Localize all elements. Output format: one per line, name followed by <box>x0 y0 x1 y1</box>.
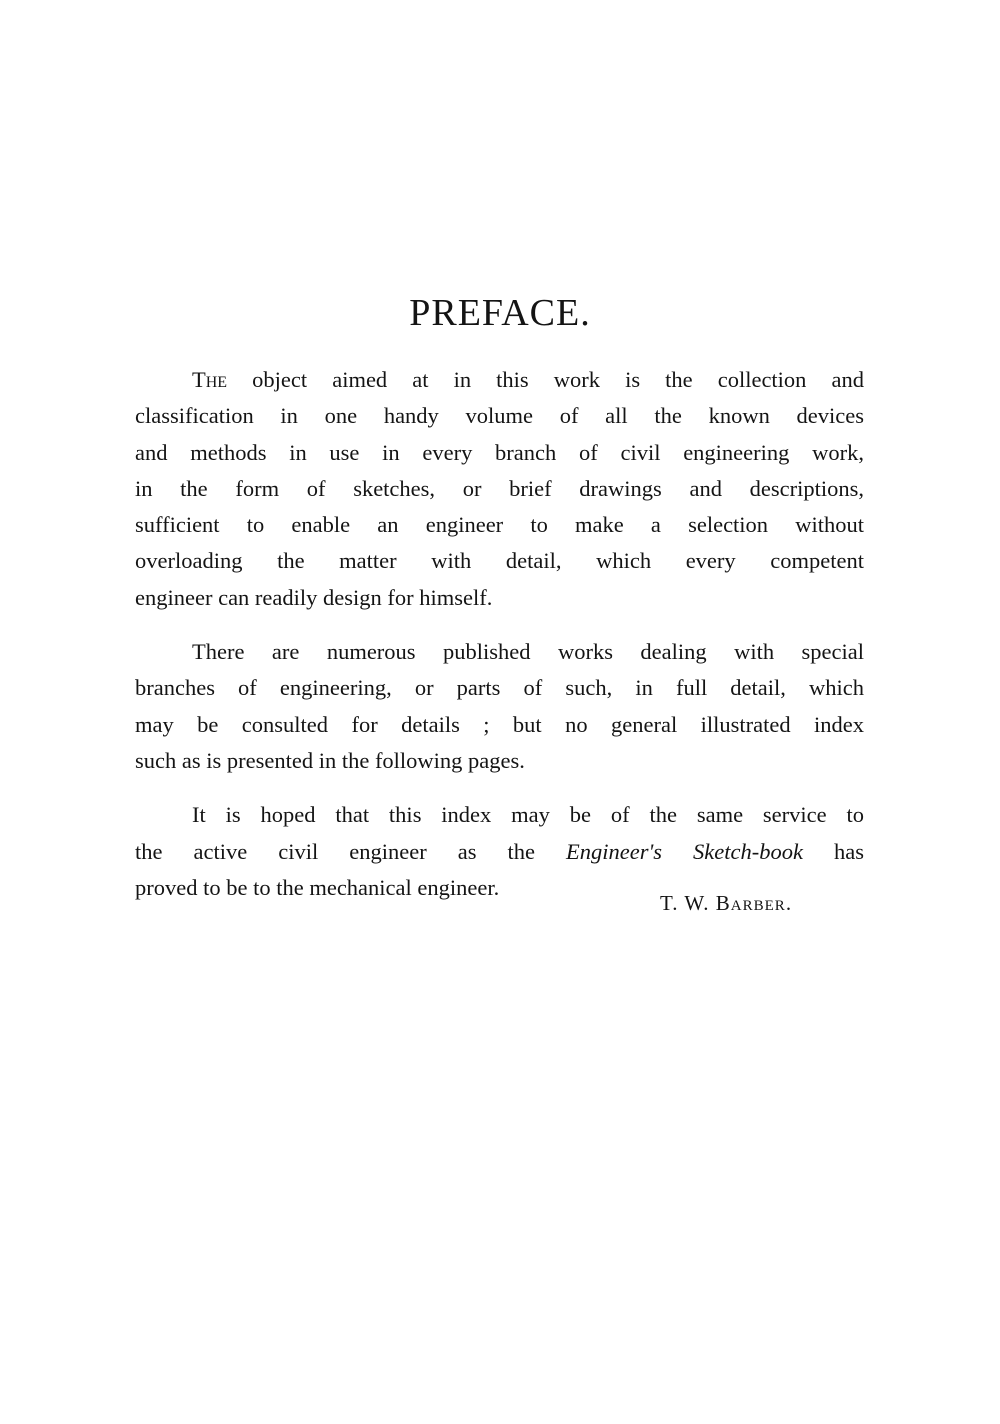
paragraph-line: engineer can readily design for himself. <box>135 584 493 610</box>
lead-word: The <box>192 367 228 392</box>
paragraph-2 <box>135 634 864 779</box>
author-surname: Barber. <box>715 891 793 915</box>
paragraph-3 <box>135 797 864 906</box>
paragraph-line <box>135 362 864 398</box>
paragraph-line: classification in one handy volume of all the known devices <box>135 403 864 429</box>
paragraph-line: branches of engineering, or parts of such, in full detail, which <box>135 675 864 701</box>
line-text: has <box>803 838 865 864</box>
paragraph-line: sufficient to enable an engineer to make a selection without <box>135 512 864 538</box>
paragraph-line <box>135 834 864 870</box>
line-text: object aimed at in this work is the collection and <box>227 367 864 392</box>
book-title: Engineer's Sketch-book <box>565 838 803 864</box>
author-signature <box>660 893 792 914</box>
author-initials: T. W. <box>660 891 716 915</box>
paragraph-line: in the form of sketches, or brief drawings and descriptions, <box>135 475 864 501</box>
paragraph-line: and methods in use in every branch of civil engineering work, <box>135 439 864 465</box>
preface-body <box>135 362 864 906</box>
page-title: PREFACE. <box>409 292 591 334</box>
paragraph-1 <box>135 362 864 616</box>
paragraph-line: overloading the matter with detail, which every competent <box>135 548 864 574</box>
paragraph-line: It is hoped that this index may be of the same service to <box>192 802 864 828</box>
paragraph-line: There are numerous published works dealing with special <box>192 639 864 665</box>
paragraph-line: may be consulted for details ; but no general illustrated index <box>135 711 864 737</box>
paragraph-line: proved to be to the mechanical engineer. <box>135 874 500 900</box>
line-text: the active civil engineer as the <box>135 838 566 864</box>
paragraph-line: such as is presented in the following pages. <box>135 747 525 773</box>
